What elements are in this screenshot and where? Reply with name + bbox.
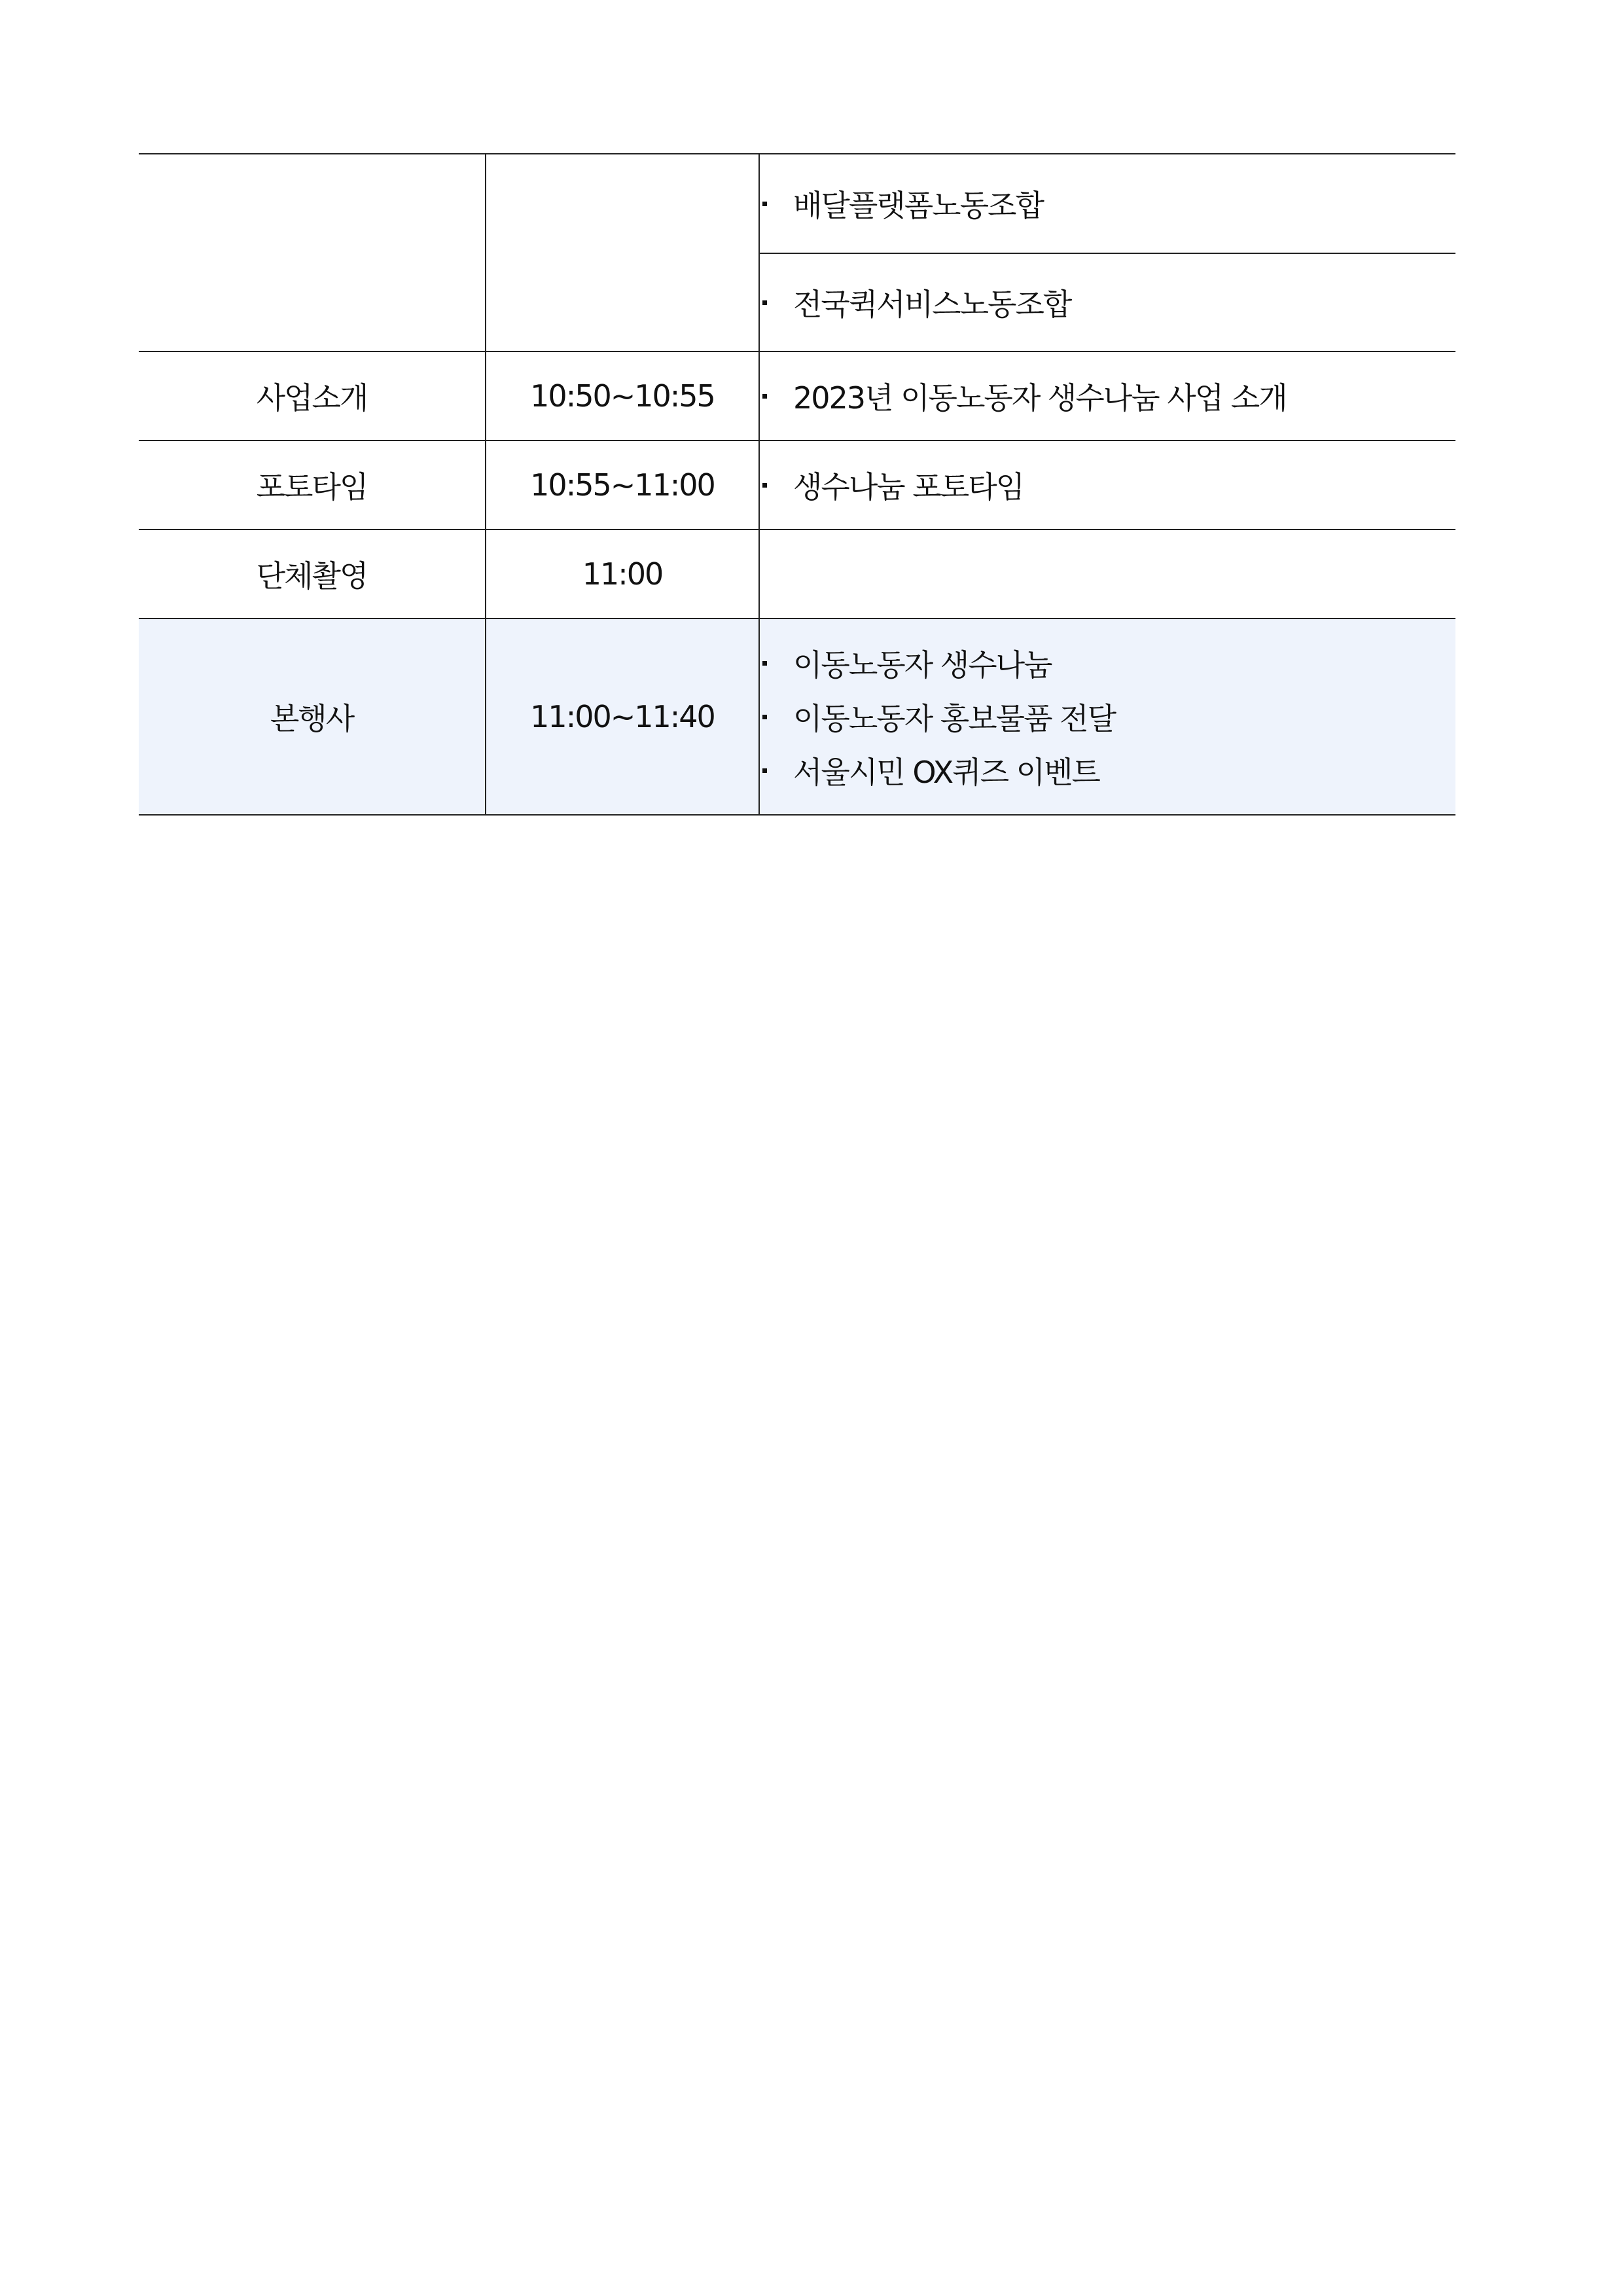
bullet-icon: [762, 768, 767, 773]
schedule-label-cell: 포토타임: [139, 440, 486, 529]
table-row: [139, 619, 1455, 815]
bullet-text: 이동노동자 홍보물품 전달: [793, 701, 1116, 736]
schedule-content-cell: [759, 619, 1455, 815]
schedule-label-cell: 사업소개: [139, 351, 486, 440]
bullet-item: [760, 458, 1455, 512]
bullet-icon: [762, 300, 767, 305]
schedule-time-cell: 10:50~10:55: [486, 351, 759, 440]
schedule-label-cell: [139, 154, 486, 351]
bullet-text: 배달플랫폼노동조합: [793, 188, 1043, 223]
schedule-time-cell: 10:55~11:00: [486, 440, 759, 529]
bullet-text: 생수나눔 포토타임: [793, 469, 1024, 505]
schedule-content-cell: [759, 154, 1455, 253]
schedule-label-cell: 단체촬영: [139, 529, 486, 619]
table-row: [139, 440, 1455, 529]
bullet-item: [760, 690, 1455, 744]
bullet-item: [760, 744, 1455, 797]
bullet-icon: [762, 483, 767, 488]
schedule-content-cell: [759, 529, 1455, 619]
schedule-content-cell: [759, 351, 1455, 440]
schedule-content-cell: [759, 253, 1455, 351]
bullet-icon: [762, 394, 767, 399]
bullet-icon: [762, 715, 767, 719]
schedule-label-cell: 본행사: [139, 619, 486, 815]
bullet-text: 2023년 이동노동자 생수나눔 사업 소개: [793, 380, 1287, 416]
bullet-item: [760, 177, 1455, 230]
table-row: [139, 529, 1455, 619]
table-row: [139, 351, 1455, 440]
bullet-item: [760, 276, 1455, 329]
schedule-time-cell: [486, 154, 759, 351]
bullet-icon: [762, 661, 767, 666]
schedule-time-cell: 11:00~11:40: [486, 619, 759, 815]
bullet-text: 서울시민 OX퀴즈 이벤트: [793, 755, 1099, 790]
schedule-content-cell: [759, 440, 1455, 529]
bullet-item: [760, 369, 1455, 423]
event-schedule-table: [139, 153, 1455, 816]
bullet-text: 이동노동자 생수나눔: [793, 647, 1052, 683]
table-row: [139, 154, 1455, 253]
bullet-icon: [762, 202, 767, 206]
bullet-item: [760, 636, 1455, 690]
bullet-text: 전국퀵서비스노동조합: [793, 287, 1071, 322]
schedule-time-cell: 11:00: [486, 529, 759, 619]
